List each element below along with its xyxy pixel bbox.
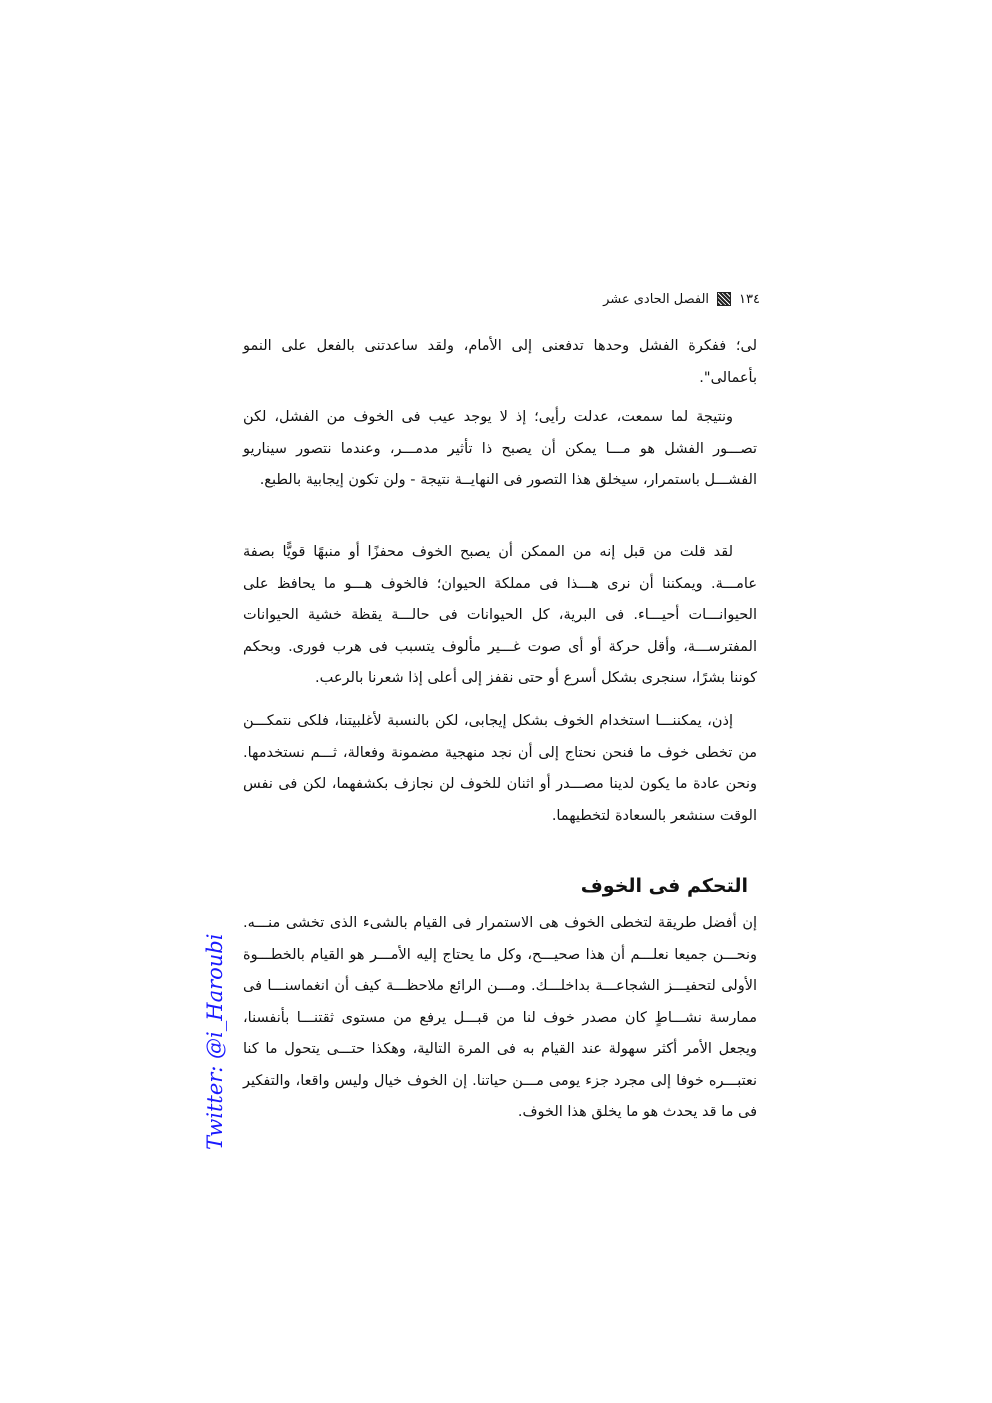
running-header xyxy=(603,288,760,310)
paragraph-text: إن أفضل طريقة لتخطى الخوف هى الاستمرار فى القيام بالشىء الذى تخشى منـــه. ونحـــن جميعا نعلـــم أن هذا صحيـــح، وكل ما يحتاج إليه الأمـــر هو القيام بالخطـــوة الأولى لتحفيـــز الشجاعـــة بداخلـــك. ومـــن الرائع ملاحظـــة كيف أن انغماسنـــا فى ممارسة نشـــاطٍ كان مصدر خوف لنا من قبـــل يرفع من مستوى ثقتنـــا بأنفسنا، ويجعل الأمر أكثر سهولة عند القيام به فى المرة التالية، وهكذا حتـــى يتحول ما كنا نعتبـــره خوفا إلى مجرد جزء يومى مـــن حياتنا. إن الخوف خيال وليس واقعا، والتفكير فى ما قد يحدث هو ما يخلق هذا الخوف. xyxy=(243,915,757,1120)
paragraph-5 xyxy=(243,908,757,1129)
paragraph-text: لى؛ ففكرة الفشل وحدها تدفعنى إلى الأمام، ولقد ساعدتنى بالفعل على النمو بأعمالى". xyxy=(243,338,757,386)
paragraph-2 xyxy=(243,402,757,497)
square-ornament-icon xyxy=(717,292,731,306)
chapter-title: الفصل الحادى عشر xyxy=(603,291,710,307)
section-heading: التحكم فى الخوف xyxy=(580,874,748,897)
paragraph-text: لقد قلت من قبل إنه من الممكن أن يصبح الخوف محفزًا أو منبهًا قويًّا بصفة عامـــة. ويمكننا أن نرى هـــذا فى مملكة الحيوان؛ فالخوف هـــو ما يحافظ على الحيوانـــات أحيـــاء. فى البرية، كل الحيوانات فى حالـــة يقظة خشية الحيوانات المفترســـة، وأقل حركة أو أى صوت غـــير مألوف يتسبب فى هرب فورى. وبحكم كوننا بشرًا، سنجرى بشكل أسرع أو حتى نقفز إلى أعلى إذا شعرنا بالرعب. xyxy=(243,544,757,686)
paragraph-4 xyxy=(243,706,757,832)
paragraph-3 xyxy=(243,537,757,695)
paragraph-1 xyxy=(243,331,757,394)
page-number: ١٣٤ xyxy=(739,291,760,307)
paragraph-text: إذن، يمكننـــا استخدام الخوف بشكل إيجابى، لكن بالنسبة لأغلبيتنا، فلكى نتمكـــن من تخطى خوف ما فنحن نحتاج إلى أن نجد منهجية مضمونة وفعالة، ثـــم نستخدمها. ونحن عادة ما يكون لدينا مصـــدر أو اثنان للخوف لن نجازف بكشفهما، لكن فى نفس الوقت سنشعر بالسعادة لتخطيهما. xyxy=(243,713,757,824)
paragraph-text: ونتيجة لما سمعت، عدلت رأيى؛ إذ لا يوجد عيب فى الخوف من الفشل، لكن تصـــور الفشل هو مـــا يمكن أن يصبح ذا تأثير مدمـــر، وعندما نتصور سيناريو الفشـــل باستمرار، سيخلق هذا التصور فى النهايــة نتيجة - ولن تكون إيجابية بالطبع. xyxy=(243,409,757,488)
twitter-watermark: Twitter: @i_Haroubi xyxy=(203,933,227,1150)
